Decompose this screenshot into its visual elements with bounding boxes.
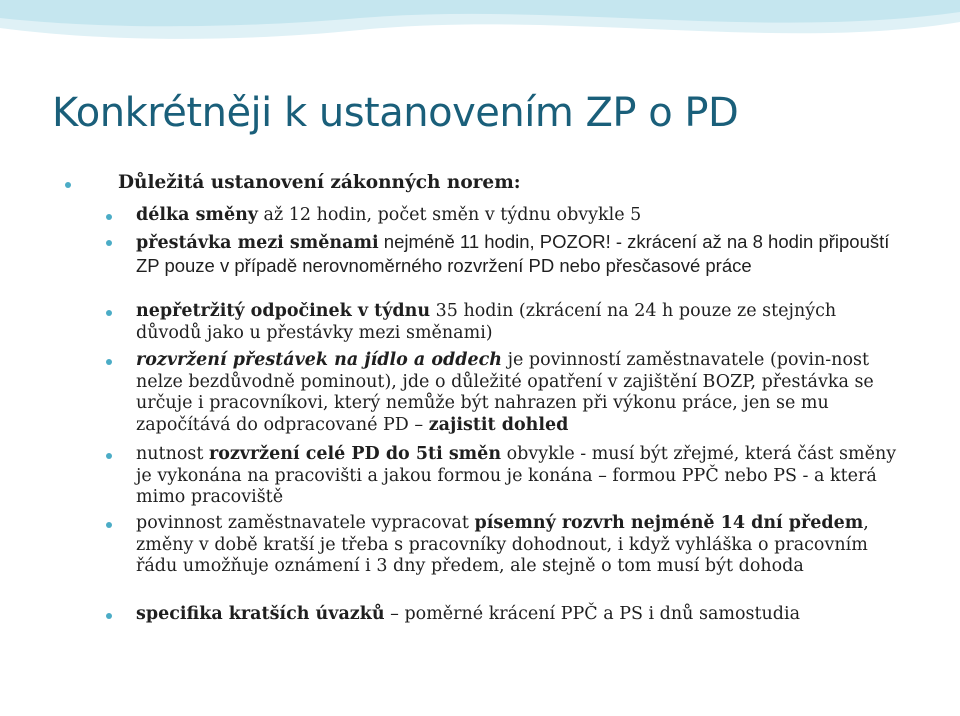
- item-text-part: až 12 hodin, počet směn v týdnu obvykle 5: [257, 205, 642, 225]
- bullet-icon: [106, 310, 112, 316]
- item-text-part: rozvržení přestávek na jídlo a oddech: [136, 350, 503, 370]
- item-text: [136, 301, 906, 344]
- bullet-icon: [106, 359, 112, 365]
- bullet-icon: [106, 214, 112, 220]
- item-text-part: zajistit dohled: [428, 414, 569, 435]
- item-text-part: je povinností zaměstnavatele (povin-nost nelze bezdůvodně pominout), jde o důležité opatření v zajištění BOZP, přestávka se určuje i pracovníkovi, který nemůže být nahrazen při výkonu práce, jen se mu započítává do odpracované PD –: [136, 350, 874, 435]
- item-text-part: – poměrné krácení PPČ a PS i dnů samostudia: [384, 604, 801, 624]
- item-text-part: obvykle ‑ musí být zřejmé, která část směny je vykonána na pracovišti a jakou formou je konána – formou PPČ nebo PS ‑ a která mimo pracoviště: [136, 444, 897, 507]
- item-text-part: přestávka mezi směnami: [136, 233, 379, 253]
- bullet-icon: [106, 453, 112, 459]
- item-text: [136, 350, 906, 436]
- item-text-part: 35 hodin (zkrácení na 24 h pouze ze stejných důvodů jako u přestávky mezi směnami): [136, 301, 837, 343]
- item-text: [136, 231, 906, 278]
- bullet-icon: [106, 522, 112, 528]
- item-text: [136, 205, 906, 227]
- item-text-part: nepřetržitý odpočinek v týdnu: [136, 301, 431, 321]
- bullet-icon: [106, 240, 112, 246]
- item-text-part: písemný rozvrh nejméně 14 dní předem: [474, 513, 864, 533]
- item-text: [136, 513, 906, 578]
- item-text-part: nutnost: [136, 444, 209, 464]
- item-text-part: délka směny: [136, 205, 258, 225]
- item-text-part: , změny v době kratší je třeba s pracovníky dohodnout, i když vyhláška o pracovním řádu umožňuje oznámení i 3 dny předem, ale stejně o tom musí být dohoda: [136, 513, 869, 576]
- header-decoration: [0, 0, 960, 60]
- bullet-icon: [65, 182, 71, 188]
- item-text-part: specifika kratších úvazků: [136, 604, 385, 624]
- item-text-part: povinnost zaměstnavatele vypracovat: [136, 513, 475, 533]
- heading-text: Důležitá ustanovení zákonných norem:: [118, 172, 521, 193]
- item-text-part: nejméně 11 hodin, POZOR! ‑ zkrácení až na 8 hodin připouští ZP pouze v případě nerovnoměrného rozvržení PD nebo přesčasové práce: [136, 231, 890, 276]
- item-text-part: rozvržení celé PD do 5ti směn: [208, 444, 502, 464]
- item-text: [136, 604, 906, 626]
- item-text: [136, 444, 906, 509]
- bullet-icon: [106, 613, 112, 619]
- slide-title: Konkrétněji k ustanovením ZP o PD: [52, 90, 739, 136]
